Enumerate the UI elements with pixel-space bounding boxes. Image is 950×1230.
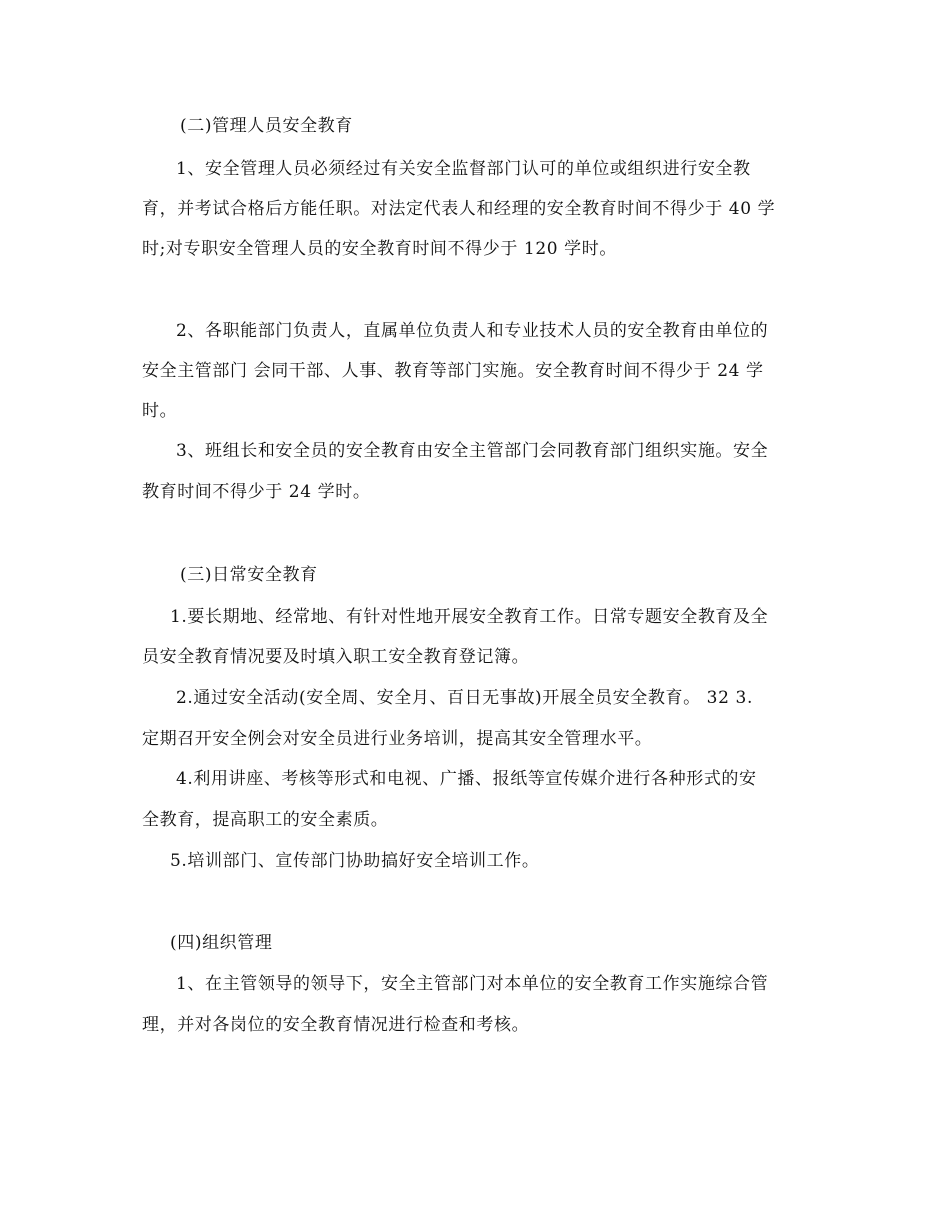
section-heading-3: (三)日常安全教育 <box>180 565 318 585</box>
paragraph-line: 1、在主管领导的领导下，安全主管部门对本单位的安全教育工作实施综合管 <box>176 974 769 994</box>
paragraph-line: 员安全教育情况要及时填入职工安全教育登记簿。 <box>142 647 530 667</box>
paragraph-line: 1、安全管理人员必须经过有关安全监督部门认可的单位或组织进行安全教 <box>176 159 751 179</box>
paragraph-line: 全教育，提高职工的安全素质。 <box>142 810 389 830</box>
paragraph-line: 3、班组长和安全员的安全教育由安全主管部门会同教育部门组织实施。安全 <box>176 441 769 461</box>
paragraph-line: 1.要长期地、经常地、有针对性地开展安全教育工作。日常专题安全教育及全 <box>170 607 769 627</box>
section-heading-4: (四)组织管理 <box>170 933 273 953</box>
paragraph-line: 育，并考试合格后方能任职。对法定代表人和经理的安全教育时间不得少于 40 学 <box>142 199 776 219</box>
section-heading-2: (二)管理人员安全教育 <box>180 116 353 136</box>
paragraph-line: 4.利用讲座、考核等形式和电视、广播、报纸等宣传媒介进行各种形式的安 <box>176 769 757 789</box>
paragraph-line: 安全主管部门 会同干部、人事、教育等部门实施。安全教育时间不得少于 24 学 <box>142 361 764 381</box>
paragraph-line: 时。 <box>142 401 178 421</box>
paragraph-line: 时;对专职安全管理人员的安全教育时间不得少于 120 学时。 <box>142 239 617 259</box>
paragraph-line: 2.通过安全活动(安全周、安全月、百日无事故)开展全员安全教育。 32 3. <box>176 688 753 708</box>
paragraph-line: 2、各职能部门负责人，直属单位负责人和专业技术人员的安全教育由单位的 <box>176 321 769 341</box>
paragraph-line: 5.培训部门、宣传部门协助搞好安全培训工作。 <box>170 851 540 871</box>
paragraph-line: 定期召开安全例会对安全员进行业务培训，提高其安全管理水平。 <box>142 729 653 749</box>
paragraph-line: 教育时间不得少于 24 学时。 <box>142 482 371 502</box>
paragraph-line: 理，并对各岗位的安全教育情况进行检查和考核。 <box>142 1015 530 1035</box>
